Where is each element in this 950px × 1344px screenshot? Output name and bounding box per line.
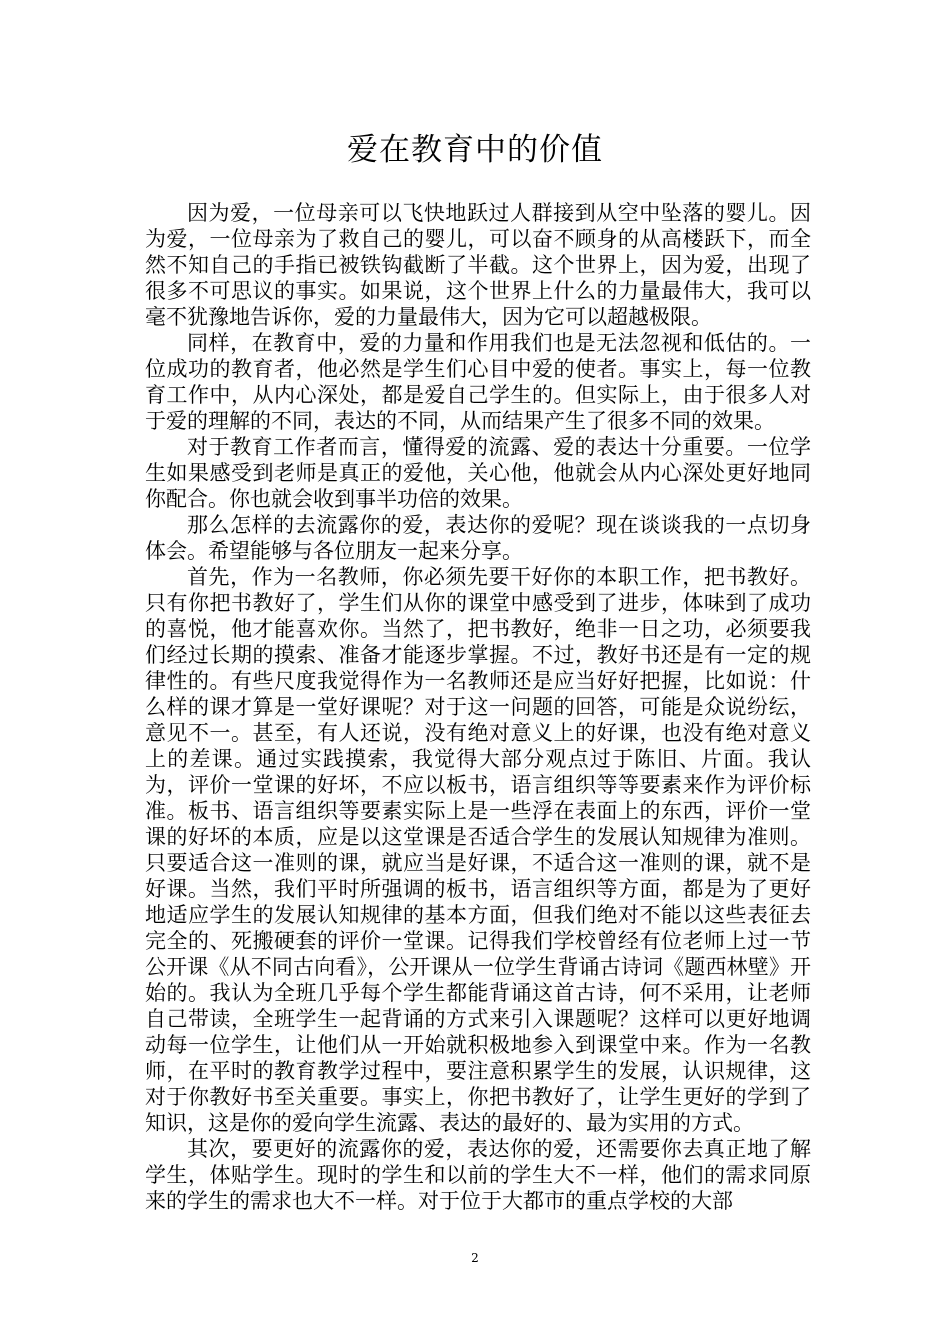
- paragraph-1: 因为爱，一位母亲可以飞快地跃过人群接到从空中坠落的婴儿。因为爱，一位母亲为了救自己的婴儿，可以奋不顾身的从高楼跃下，而全然不知自己的手指已被铁钩截断了半截。这个世界上，因为爱，出现了很多不可思议的事实。如果说，这个世界上什么的力量最伟大，我可以毫不犹豫地告诉你，爱的力量最伟大，因为它可以超越极限。: [145, 201, 811, 329]
- paragraph-2: 同样，在教育中，爱的力量和作用我们也是无法忽视和低估的。一位成功的教育者，他必然是学生们心目中爱的使者。事实上，每一位教育工作中，从内心深处，都是爱自己学生的。但实际上，由于很多人对于爱的理解的不同，表达的不同，从而结果产生了很多不同的效果。: [145, 331, 811, 433]
- document-title: 爱在教育中的价值: [347, 132, 603, 168]
- paragraph-3: 对于教育工作者而言，懂得爱的流露、爱的表达十分重要。一位学生如果感受到老师是真正的爱他，关心他，他就会从内心深处更好地同你配合。你也就会收到事半功倍的效果。: [145, 435, 811, 511]
- paragraph-6: 其次，要更好的流露你的爱，表达你的爱，还需要你去真正地了解学生，体贴学生。现时的学生和以前的学生大不一样，他们的需求同原来的学生的需求也大不一样。对于位于大都市的重点学校的大部: [145, 1137, 811, 1213]
- document-body: [145, 200, 811, 1214]
- paragraph-4: 那么怎样的去流露你的爱，表达你的爱呢？现在谈谈我的一点切身体会。希望能够与各位朋友一起来分享。: [145, 513, 811, 563]
- page-number: 2: [471, 1251, 479, 1265]
- paragraph-5: 首先，作为一名教师，你必须先要干好你的本职工作，把书教好。只有你把书教好了，学生们从你的课堂中感受到了进步，体味到了成功的喜悦，他才能喜欢你。当然了，把书教好，绝非一日之功，必须要我们经过长期的摸索、准备才能逐步掌握。不过，教好书还是有一定的规律性的。有些尺度我觉得作为一名教师还是应当好好把握，比如说：什么样的课才算是一堂好课呢？对于这一问题的回答，可能是众说纷纭，意见不一。甚至，有人还说，没有绝对意义上的好课，也没有绝对意义上的差课。通过实践摸索，我觉得大部分观点过于陈旧、片面。我认为，评价一堂课的好坏，不应以板书，语言组织等等要素来作为评价标准。板书、语言组织等要素实际上是一些浮在表面上的东西，评价一堂课的好坏的本质，应是以这堂课是否适合学生的发展认知规律为准则。只要适合这一准则的课，就应当是好课，不适合这一准则的课，就不是好课。当然，我们平时所强调的板书，语言组织等方面，都是为了更好地适应学生的发展认知规律的基本方面，但我们绝对不能以这些表征去完全的、死搬硬套的评价一堂课。记得我们学校曾经有位老师上过一节公开课《从不同古向看》，公开课从一位学生背诵古诗词《题西林壁》开始的。我认为全班几乎每个学生都能背诵这首古诗，何不采用，让老师自己带读，全班学生一起背诵的方式来引入课题呢？这样可以更好地调动每一位学生，让他们从一开始就积极地参入到课堂中来。作为一名教师，在平时的教育教学过程中，要注意积累学生的发展，认识规律，这对于你教好书至关重要。事实上，你把书教好了，让学生更好的学到了知识，这是你的爱向学生流露、表达的最好的、最为实用的方式。: [145, 565, 811, 1135]
